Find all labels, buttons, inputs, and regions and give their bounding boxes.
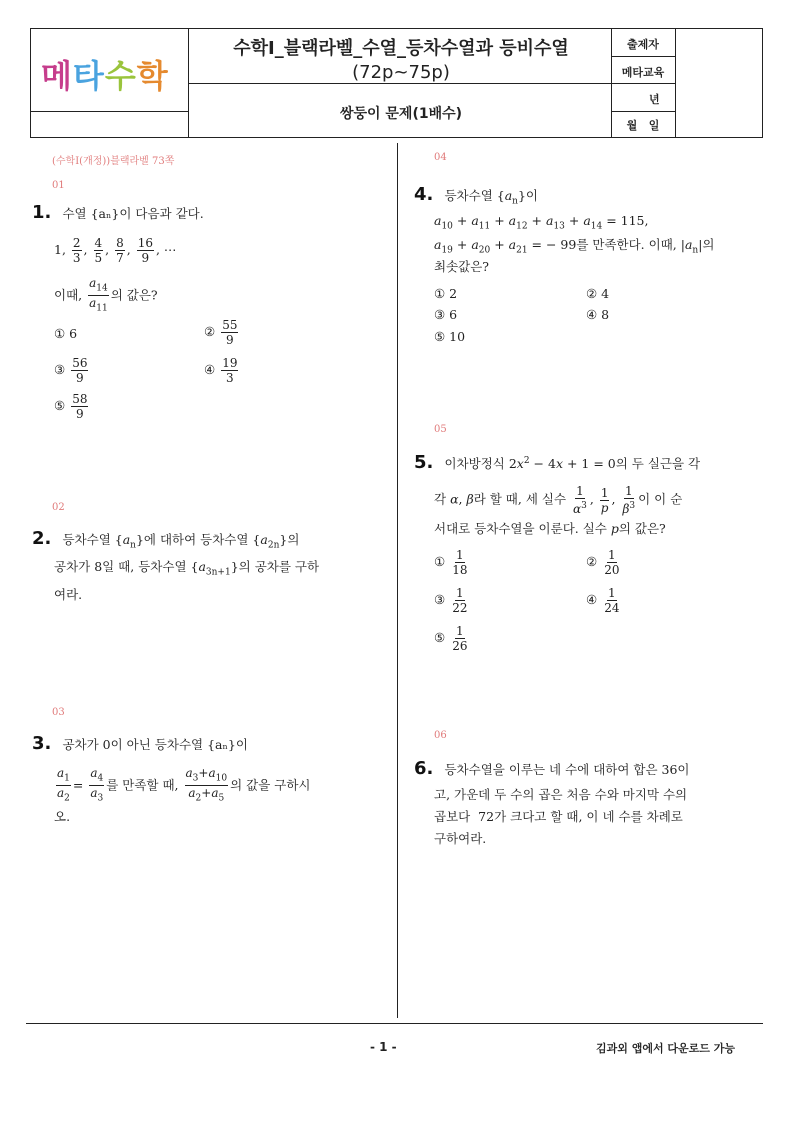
question-line: 이때, $\frac{a_{14}}{a_{11}}$ 의 값은? bbox=[54, 276, 158, 314]
problem-number: 5. bbox=[414, 452, 434, 474]
problem-5-l2: 각 α, β라 할 때, 세 실수 $\frac{1}{\alpha^3}$ , $\frac{1}{p}$ , $\frac{1}{\beta^3}$ 이 이 순 bbox=[434, 484, 683, 516]
option-2[interactable]: ② 4 bbox=[586, 286, 610, 301]
problem-6-l2: 고, 가운데 두 수의 곱은 처음 수와 마지막 수의 bbox=[434, 787, 688, 802]
column-divider bbox=[397, 143, 398, 1018]
problem-code: 05 bbox=[434, 424, 447, 435]
problem-5: 5. 이차방정식 $2x^2 - 4x + 1 = 0$의 두 실근을 각 bbox=[414, 452, 701, 474]
author-label: 출제자 bbox=[627, 38, 659, 51]
problem-4-l1: $a_{10} + a_{11} + a_{12} + a_{13} + a_{14} = 115$, bbox=[434, 213, 649, 232]
option-1[interactable]: ① 6 bbox=[54, 326, 78, 341]
source-note: (수학I(개정))블랙라벨 73쪽 bbox=[52, 156, 175, 167]
option-4[interactable]: ④ 8 bbox=[586, 307, 610, 322]
problem-3 bbox=[32, 733, 248, 756]
problem-number: 3. bbox=[32, 733, 52, 754]
option-5[interactable]: ⑤ $\frac{1}{26}$ bbox=[434, 624, 468, 653]
problem-code: 02 bbox=[52, 502, 65, 513]
option-5[interactable]: ⑤ 10 bbox=[434, 329, 466, 344]
page-number: - 1 - bbox=[370, 1040, 397, 1054]
worksheet-title: 수학Ⅰ_블랙라벨_수열_등차수열과 등비수열 bbox=[233, 38, 569, 59]
month-day-label: 월 일 bbox=[626, 119, 660, 132]
problem-number: 4. bbox=[414, 184, 434, 205]
problem-6-l3: 곱보다 72가 크다고 할 때, 이 네 수를 차례로 bbox=[434, 809, 683, 824]
option-2[interactable]: ② $\frac{1}{20}$ bbox=[586, 548, 620, 577]
problem-2: 2. 등차수열 $\{a_n\}$에 대하여 등차수열 $\{a_{2n}\}$의 bbox=[32, 528, 300, 551]
problem-6 bbox=[414, 758, 754, 781]
option-2[interactable]: ② $\frac{55}{9}$ bbox=[204, 318, 238, 347]
worksheet-pages: (72p~75p) bbox=[352, 62, 450, 83]
problem-text: 수열 {aₙ}이 다음과 같다. bbox=[62, 206, 204, 221]
problem-3-cond: $\frac{a_1}{a_2}$ = $\frac{a_4}{a_3}$ 를 만족할 때, $\frac{a_3+a_{10}}{a_2+a_5}$ 의 값을 구하시 오. bbox=[54, 766, 311, 824]
problem-6-l4: 구하여라. bbox=[434, 831, 487, 846]
option-4[interactable]: ④ $\frac{1}{24}$ bbox=[586, 586, 620, 615]
option-1[interactable]: ① $\frac{1}{18}$ bbox=[434, 548, 468, 577]
option-4[interactable]: ④ $\frac{19}{3}$ bbox=[204, 356, 238, 385]
option-3[interactable]: ③ $\frac{1}{22}$ bbox=[434, 586, 468, 615]
problem-5-l3: 서대로 등차수열을 이룬다. 실수 p의 값은? bbox=[434, 521, 666, 536]
problem-2-cont: 공차가 8일 때, 등차수열 $\{a_{3n+1}\}$의 공차를 구하 여라. bbox=[54, 559, 320, 602]
sequence-line: 1, $\frac{2}{3}$ , $\frac{4}{5}$ , $\frac{8}{7}$ , $\frac{16}{9}$ , ⋯ bbox=[54, 236, 177, 265]
download-note: 김과외 앱에서 다운로드 가능 bbox=[596, 1042, 735, 1055]
problem-4-l3: 최솟값은? bbox=[434, 259, 490, 274]
logo: 메타수학 bbox=[41, 57, 169, 95]
problem-code: 03 bbox=[52, 707, 65, 718]
footer-line bbox=[26, 1023, 763, 1024]
problem-number: 1. bbox=[32, 202, 52, 223]
worksheet-subtitle: 쌍둥이 문제(1배수) bbox=[339, 106, 463, 122]
option-3[interactable]: ③ 6 bbox=[434, 307, 458, 322]
problem-4-l2: $a_{19} + a_{20} + a_{21}$ = − 99를 만족한다. 이때, $|a_n|$의 bbox=[434, 237, 715, 256]
option-5[interactable]: ⑤ $\frac{58}{9}$ bbox=[54, 392, 88, 421]
year-label: 년 bbox=[649, 93, 660, 106]
problem-code: 06 bbox=[434, 730, 447, 741]
problem-text: 등차수열을 이루는 네 수에 대하여 합은 36이 bbox=[444, 762, 690, 777]
problem-text: 공차가 0이 아닌 등차수열 {aₙ}이 bbox=[62, 737, 248, 752]
problem-number: 2. bbox=[32, 528, 52, 549]
author-value: 메타교육 bbox=[621, 66, 665, 79]
option-1[interactable]: ① 2 bbox=[434, 286, 458, 301]
header-table bbox=[30, 28, 763, 138]
option-3[interactable]: ③ $\frac{56}{9}$ bbox=[54, 356, 88, 385]
problem-number: 6. bbox=[414, 758, 434, 779]
problem-code: 01 bbox=[52, 180, 65, 191]
problem-code: 04 bbox=[434, 152, 447, 163]
problem-1 bbox=[32, 202, 204, 225]
problem-4: 4. 등차수열 $\{a_n\}$이 bbox=[414, 184, 538, 207]
